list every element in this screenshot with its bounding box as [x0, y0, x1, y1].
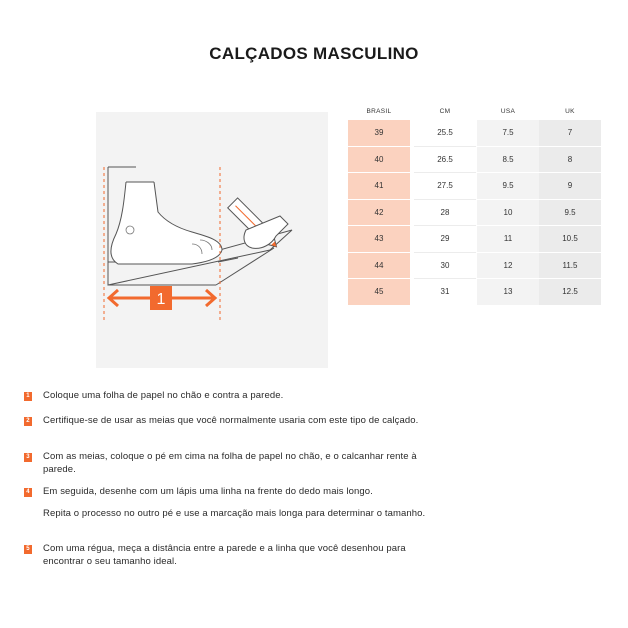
table-cell: 9.5 — [477, 172, 539, 199]
step-text: Com uma régua, meça a distância entre a parede e a linha que você desenhou para encontrar o seu tamanho ideal. — [43, 543, 406, 567]
step-text: Com as meias, coloque o pé em cima na folha de papel no chão, e o calcanhar rente à parede. — [43, 451, 417, 475]
page-title: CALÇADOS MASCULINO — [209, 44, 419, 63]
table-cell: 42 — [348, 199, 410, 226]
step-text: Coloque uma folha de papel no chão e contra a parede. — [43, 390, 284, 401]
table-cell: 30 — [414, 252, 476, 279]
foot-measurement-icon — [96, 112, 328, 368]
table-cell: 9.5 — [539, 199, 601, 226]
column-header: UK — [565, 108, 575, 115]
table-cell: 26.5 — [414, 146, 476, 173]
table-cell: 11 — [477, 225, 539, 252]
instruction-step-5 — [24, 543, 444, 568]
foot-measurement-illustration — [96, 112, 328, 368]
column-header: CM — [439, 108, 451, 115]
step-text: Certifique-se de usar as meias que você normalmente usaria com este tipo de calçado. — [43, 415, 419, 426]
table-cell: 45 — [348, 278, 410, 305]
instruction-step-4 — [24, 486, 444, 520]
table-cell: 40 — [348, 146, 410, 173]
table-cell: 28 — [414, 199, 476, 226]
table-cell: 41 — [348, 172, 410, 199]
table-cell: 29 — [414, 225, 476, 252]
table-cell: 12.5 — [539, 278, 601, 305]
table-cell: 8.5 — [477, 146, 539, 173]
table-cell: 8 — [539, 146, 601, 173]
table-cell: 27.5 — [414, 172, 476, 199]
step-number-badge: 1 — [24, 392, 32, 401]
step-text: Em seguida, desenhe com um lápis uma linha na frente do dedo mais longo. — [43, 486, 373, 497]
table-cell: 31 — [414, 278, 476, 305]
table-cell: 43 — [348, 225, 410, 252]
table-cell: 44 — [348, 252, 410, 279]
column-brasil — [348, 104, 410, 305]
instruction-step-2 — [24, 415, 444, 428]
table-cell: 10 — [477, 199, 539, 226]
table-cell: 9 — [539, 172, 601, 199]
table-cell: 39 — [374, 128, 384, 137]
table-cell: 12 — [477, 252, 539, 279]
step-number-badge: 2 — [24, 417, 32, 426]
table-cell: 7.5 — [502, 128, 514, 137]
column-usa — [477, 104, 539, 305]
table-cell: 25.5 — [437, 128, 453, 137]
step-number-badge: 4 — [24, 488, 32, 497]
measurement-marker-label: 1 — [156, 291, 166, 308]
instruction-step-3 — [24, 451, 444, 476]
instruction-step-1 — [24, 390, 444, 403]
table-cell: 11.5 — [539, 252, 601, 279]
table-cell: 13 — [477, 278, 539, 305]
column-header: USA — [500, 108, 516, 115]
column-header: BRASIL — [366, 108, 392, 115]
column-cm — [414, 104, 476, 305]
step-extra-text: Repita o processo no outro pé e use a marcação mais longa para determinar o tamanho. — [43, 507, 426, 519]
step-number-badge: 3 — [24, 453, 32, 462]
column-uk — [539, 104, 601, 305]
step-number-badge: 5 — [24, 545, 32, 554]
table-cell: 7 — [567, 128, 573, 137]
table-cell: 10.5 — [539, 225, 601, 252]
